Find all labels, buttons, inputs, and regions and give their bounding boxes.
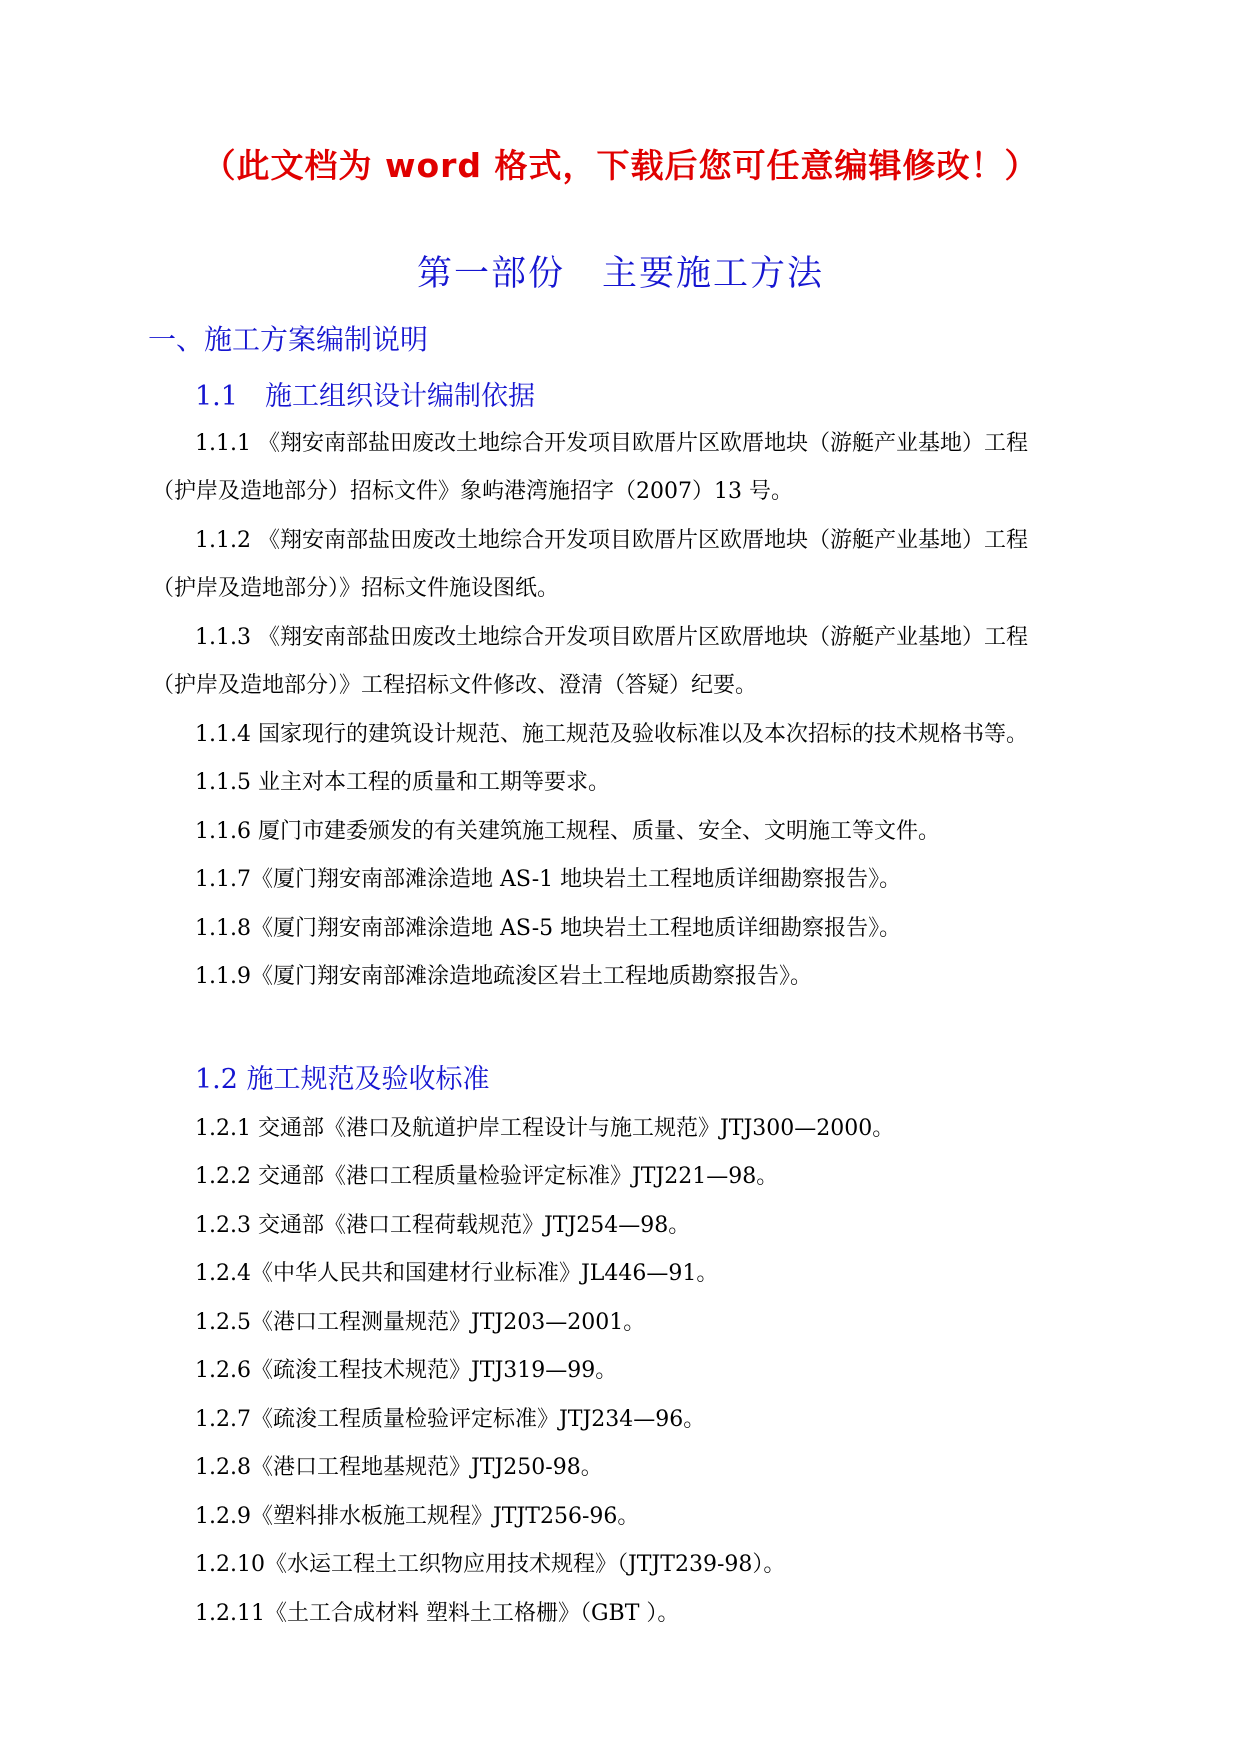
list-item: 1.2.7《疏浚工程质量检验评定标准》JTJ234—96。 — [195, 1407, 706, 1432]
subsection-title-1-1: 1.1 施工组织设计编制依据 — [195, 381, 535, 412]
section-title: 一、施工方案编制说明 — [148, 323, 429, 356]
list-item: （护岸及造地部分）》工程招标文件修改、澄清（答疑）纪要。 — [152, 673, 758, 698]
list-item: 1.2.8《港口工程地基规范》JTJ250-98。 — [195, 1455, 603, 1480]
editable-notice: （此文档为 word 格式，下载后您可任意编辑修改！） — [202, 146, 1039, 185]
list-item: 1.1.1 《翔安南部盐田废改土地综合开发项目欧厝片区欧厝地块（游艇产业基地）工程 — [195, 431, 1028, 456]
list-item: 1.1.7《厦门翔安南部滩涂造地 AS-1 地块岩土工程地质详细勘察报告》。 — [195, 867, 902, 892]
list-item: 1.1.4 国家现行的建筑设计规范、施工规范及验收标准以及本次招标的技术规格书等。 — [195, 722, 1028, 747]
list-item: 1.2.3 交通部《港口工程荷载规范》JTJ254—98。 — [195, 1213, 691, 1238]
list-item: 1.2.5《港口工程测量规范》JTJ203—2001。 — [195, 1310, 646, 1335]
part-title: 第一部份 主要施工方法 — [416, 254, 824, 294]
list-item: 1.2.2 交通部《港口工程质量检验评定标准》JTJ221—98。 — [195, 1164, 779, 1189]
list-item: 1.2.1 交通部《港口及航道护岸工程设计与施工规范》JTJ300—2000。 — [195, 1116, 895, 1141]
list-item: 1.1.5 业主对本工程的质量和工期等要求。 — [195, 770, 610, 795]
list-item: 1.2.6《疏浚工程技术规范》JTJ319—99。 — [195, 1358, 618, 1383]
list-item: 1.1.2 《翔安南部盐田废改土地综合开发项目欧厝片区欧厝地块（游艇产业基地）工程 — [195, 528, 1028, 553]
list-item: 1.1.6 厦门市建委颁发的有关建筑施工规程、质量、安全、文明施工等文件。 — [195, 819, 940, 844]
list-item: 1.1.8《厦门翔安南部滩涂造地 AS-5 地块岩土工程地质详细勘察报告》。 — [195, 916, 902, 941]
list-item: （护岸及造地部分）招标文件》象屿港湾施招字（2007）13 号。 — [152, 479, 793, 504]
list-item: （护岸及造地部分）》招标文件施设图纸。 — [152, 576, 560, 601]
list-item: 1.2.10《水运工程土工织物应用技术规程》（JTJT239-98）。 — [195, 1552, 786, 1577]
list-item: 1.2.9《塑料排水板施工规程》JTJT256-96。 — [195, 1504, 640, 1529]
subsection-title-1-2: 1.2 施工规范及验收标准 — [195, 1064, 490, 1095]
list-item: 1.1.9《厦门翔安南部滩涂造地疏浚区岩土工程地质勘察报告》。 — [195, 964, 812, 989]
list-item: 1.2.11《土工合成材料 塑料土工格栅》（GBT ）。 — [195, 1601, 680, 1626]
list-item: 1.1.3 《翔安南部盐田废改土地综合开发项目欧厝片区欧厝地块（游艇产业基地）工程 — [195, 625, 1028, 650]
list-item: 1.2.4《中华人民共和国建材行业标准》JL446—91。 — [195, 1261, 719, 1286]
